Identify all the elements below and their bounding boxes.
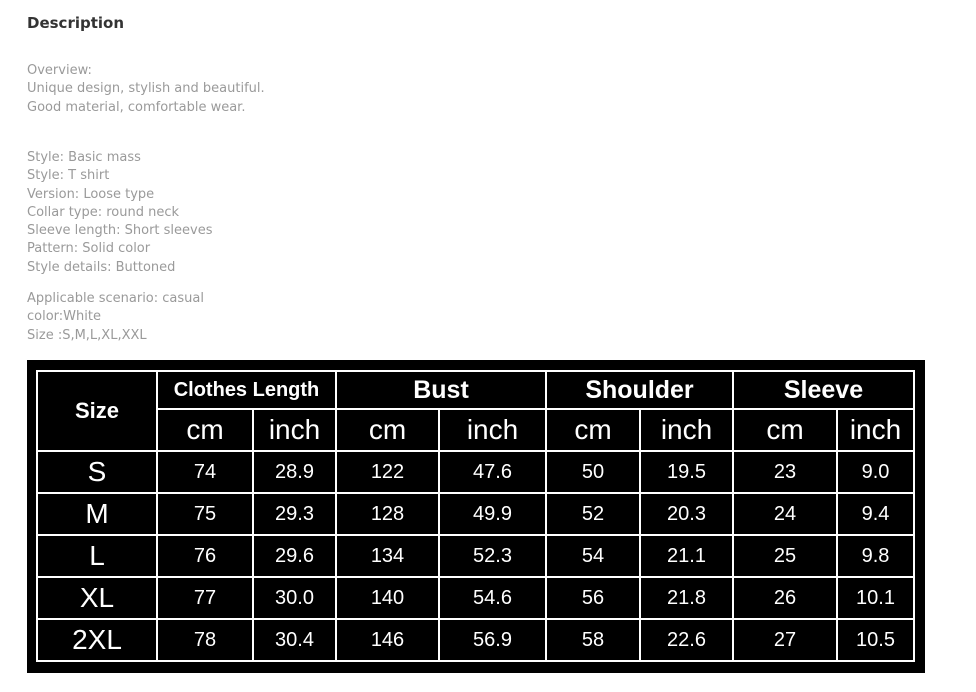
table-cell: 23 xyxy=(733,451,837,493)
table-cell: 122 xyxy=(336,451,439,493)
table-cell: 20.3 xyxy=(640,493,733,535)
table-cell: 49.9 xyxy=(439,493,546,535)
group-header-clothes-length: Clothes Length xyxy=(157,371,336,409)
spec-line: Style: Basic mass xyxy=(27,150,141,165)
header-row-groups xyxy=(37,371,914,409)
table-cell: 25 xyxy=(733,535,837,577)
size-label: 2XL xyxy=(37,619,157,661)
spec-line: Style details: Buttoned xyxy=(27,259,176,275)
table-cell: 9.4 xyxy=(837,493,914,535)
spec-line: Collar type: round neck xyxy=(27,204,180,220)
table-cell: 74 xyxy=(157,451,253,493)
size-label: XL xyxy=(37,577,157,619)
extra-line: Applicable scenario: casual xyxy=(27,291,204,306)
group-header-bust: Bust xyxy=(336,371,546,409)
extra-block xyxy=(27,290,204,345)
table-row xyxy=(37,493,914,535)
size-header: Size xyxy=(37,371,157,451)
table-cell: 128 xyxy=(336,493,439,535)
unit-header: cm xyxy=(157,409,253,451)
overview-block xyxy=(27,62,265,117)
size-label: M xyxy=(37,493,157,535)
table-row xyxy=(37,451,914,493)
group-header-sleeve: Sleeve xyxy=(733,371,914,409)
spec-line: Version: Loose type xyxy=(27,186,155,202)
table-cell: 30.0 xyxy=(253,577,336,619)
table-cell: 9.0 xyxy=(837,451,914,493)
table-row xyxy=(37,619,914,661)
table-cell: 54 xyxy=(546,535,640,577)
size-chart xyxy=(27,360,925,673)
size-table xyxy=(36,370,915,662)
group-header-shoulder: Shoulder xyxy=(546,371,733,409)
overview-line: Overview: xyxy=(27,63,92,78)
table-cell: 56.9 xyxy=(439,619,546,661)
spec-line: Pattern: Solid color xyxy=(27,241,151,257)
table-cell: 27 xyxy=(733,619,837,661)
header-row-units xyxy=(37,409,914,451)
table-cell: 140 xyxy=(336,577,439,619)
unit-header: inch xyxy=(439,409,546,451)
table-cell: 26 xyxy=(733,577,837,619)
table-cell: 75 xyxy=(157,493,253,535)
description-heading: Description xyxy=(27,14,125,32)
overview-line: Good material, comfortable wear. xyxy=(27,99,246,115)
table-cell: 30.4 xyxy=(253,619,336,661)
table-cell: 21.1 xyxy=(640,535,733,577)
size-label: L xyxy=(37,535,157,577)
table-cell: 10.1 xyxy=(837,577,914,619)
extra-line: color:White xyxy=(27,309,101,325)
table-cell: 28.9 xyxy=(253,451,336,493)
spec-line: Sleeve length: Short sleeves xyxy=(27,223,213,239)
size-label: S xyxy=(37,451,157,493)
table-cell: 56 xyxy=(546,577,640,619)
table-cell: 76 xyxy=(157,535,253,577)
table-cell: 78 xyxy=(157,619,253,661)
table-cell: 77 xyxy=(157,577,253,619)
table-row xyxy=(37,535,914,577)
table-cell: 22.6 xyxy=(640,619,733,661)
table-row xyxy=(37,577,914,619)
table-cell: 146 xyxy=(336,619,439,661)
extra-line: Size :S,M,L,XL,XXL xyxy=(27,327,147,343)
table-cell: 58 xyxy=(546,619,640,661)
table-cell: 52 xyxy=(546,493,640,535)
table-cell: 9.8 xyxy=(837,535,914,577)
table-cell: 134 xyxy=(336,535,439,577)
overview-line: Unique design, stylish and beautiful. xyxy=(27,81,265,97)
table-cell: 52.3 xyxy=(439,535,546,577)
table-cell: 24 xyxy=(733,493,837,535)
unit-header: inch xyxy=(640,409,733,451)
unit-header: cm xyxy=(336,409,439,451)
spec-line: Style: T shirt xyxy=(27,168,110,184)
table-cell: 29.3 xyxy=(253,493,336,535)
table-cell: 19.5 xyxy=(640,451,733,493)
table-cell: 50 xyxy=(546,451,640,493)
table-cell: 47.6 xyxy=(439,451,546,493)
spec-block xyxy=(27,149,213,277)
table-cell: 21.8 xyxy=(640,577,733,619)
unit-header: inch xyxy=(837,409,914,451)
unit-header: cm xyxy=(546,409,640,451)
table-cell: 10.5 xyxy=(837,619,914,661)
unit-header: inch xyxy=(253,409,336,451)
table-cell: 29.6 xyxy=(253,535,336,577)
unit-header: cm xyxy=(733,409,837,451)
table-cell: 54.6 xyxy=(439,577,546,619)
